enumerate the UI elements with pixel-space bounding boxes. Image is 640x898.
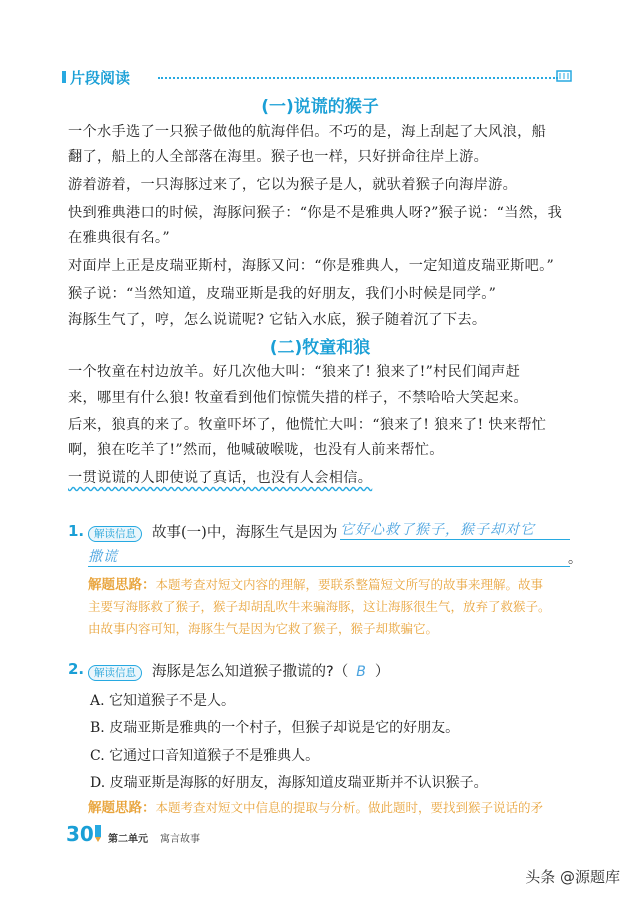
footer-topic: 寓言故事 — [160, 834, 200, 845]
section-label: 片段阅读 — [70, 69, 131, 87]
q2-option-a: A. 它知道猴子不是人。 — [90, 693, 236, 709]
q1-tip — [88, 574, 578, 640]
q2-badge: 解读信息 — [88, 661, 142, 680]
story1-line-6: 对面岸上正是皮瑞亚斯村，海豚又问：“你是雅典人，一定知道皮瑞亚斯吧。” — [68, 258, 555, 274]
pencil-icon — [93, 823, 103, 843]
story1-line-4: 快到雅典港口的时候，海豚问猴子：“你是不是雅典人呀?”猴子说：“当然，我 — [68, 205, 563, 221]
q1-answer-line1: 它好心救了猴子，猴子却对它 — [340, 519, 570, 540]
footer-unit: 第二单元 — [108, 834, 148, 845]
q2-answer: B — [356, 664, 367, 680]
page-number: 30 — [66, 822, 94, 846]
q1-tip-label: 解题思路： — [88, 577, 156, 593]
story2-title: (二)牧童和狼 — [269, 338, 371, 358]
q2-option-c: C. 它通过口音知道猴子不是雅典人。 — [90, 748, 320, 764]
q1-text: 故事(一)中，海豚生气是因为 — [152, 525, 338, 541]
q2-option-b: B. 皮瑞亚斯是雅典的一个村子，但猴子却说是它的好朋友。 — [90, 720, 460, 736]
story2-line-1: 一个牧童在村边放羊。好几次他大叫：“狼来了! 狼来了!”村民们闻声赶 — [68, 364, 521, 380]
story1-line-8: 海豚生气了，哼，怎么说谎呢? 它钻入水底，猴子随着沉了下去。 — [68, 312, 487, 328]
story2-line-3: 后来，狼真的来了。牧童吓坏了，他慌忙大叫：“狼来了! 狼来了! 快来帮忙 — [68, 417, 547, 433]
story1-line-3: 游着游着，一只海豚过来了，它以为猴子是人，就驮着猴子向海岸游。 — [68, 177, 518, 193]
header-divider — [158, 77, 558, 79]
story2-line-4: 啊，狼在吃羊了!”然而，他喊破喉咙，也没有人前来帮忙。 — [68, 442, 444, 458]
story1-title: (一)说谎的猴子 — [261, 97, 379, 117]
q1-answer-line2: 撒谎 — [88, 546, 570, 567]
story1-line-5: 在雅典很有名。” — [68, 230, 170, 246]
story1-line-1: 一个水手选了一只猴子做他的航海伴侣。不巧的是，海上刮起了大风浪，船 — [68, 124, 547, 140]
q2-text: 海豚是怎么知道猴子撒谎的?（ B ） — [152, 664, 390, 680]
q1-tip-line-3: 由故事内容可知，海豚生气是因为它救了猴子，猴子却欺骗它。 — [88, 621, 439, 636]
q1-number: 1. — [68, 522, 85, 540]
story1-line-2: 翻了，船上的人全部落在海里。猴子也一样，只好拼命往岸上游。 — [68, 149, 489, 165]
q1-period: 。 — [568, 551, 582, 567]
q2-option-d: D. 皮瑞亚斯是海豚的好朋友，海豚知道皮瑞亚斯并不认识猴子。 — [90, 775, 488, 791]
q1-tip-line-1: 本题考查对短文内容的理解，要联系整篇短文所写的故事来理解。故事 — [155, 577, 544, 592]
q1-tip-line-2: 主要写海豚救了猴子，猴子却胡乱吹牛来骗海豚，这让海豚很生气，放弃了救猴子。 — [88, 599, 551, 614]
story2-moral: 一贯说谎的人即使说了真话，也没有人会相信。 — [68, 470, 373, 486]
watermark: 头条 @源题库 — [525, 868, 620, 886]
q2-tip: 解题思路：本题考查对短文中信息的提取与分析。做此题时，要找到猴子说话的矛 — [88, 800, 544, 816]
q2-number: 2. — [68, 660, 85, 678]
book-icon — [556, 70, 572, 82]
story2-line-2: 来，哪里有什么狼! 牧童看到他们惊慌失措的样子，不禁哈哈大笑起来。 — [68, 390, 528, 406]
q1-badge: 解读信息 — [88, 522, 142, 541]
story1-line-7: 猴子说：“当然知道，皮瑞亚斯是我的好朋友，我们小时候是同学。” — [68, 286, 497, 302]
